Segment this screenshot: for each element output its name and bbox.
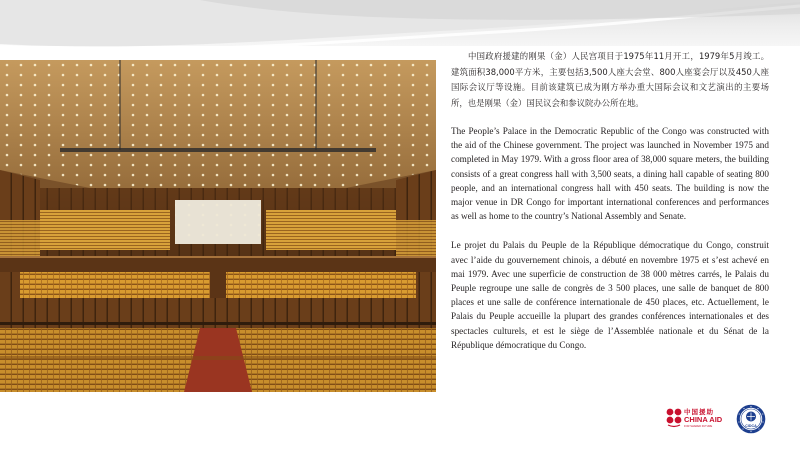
description-zh: 中国政府援建的刚果（金）人民宫项目于1975年11月开工，1979年5月竣工。建筑面积38,000平方米，主要包括3,500人座大会堂、800人座宴会厅以及450人座国际会议厅等设施。目前该建筑已成为刚方举办重大国际会议和文艺演出的主要场所，也是刚果（金）国民议会和参议院办公所在地。 [451,51,769,108]
auditorium-illustration [0,60,436,392]
china-aid-mark-icon [664,406,684,428]
auditorium-photo [0,60,436,392]
description-column [451,49,769,352]
cidca-seal [736,404,766,434]
description-fr: Le projet du Palais du Peuple de la République démocratique du Congo, construit avec l’aide du gouvernement chinois, a débuté en novembre 1975 et s’est achevé en mai 1979. Avec une superficie de construction de 38 000 mètres carrés, le Palais du Peuple regroupe une salle de congrès de 3 500 places, une salle de banquet de 800 places et une salle de conférence internationale de 450 places, etc. Actuellement, le Palais du Peuple accueille la plupart des grandes conférences internationales et des spectacles culturels, et est le siège de l’Assemblée nationale et du Sénat de la République démocratique du Congo. [451,240,769,350]
china-aid-tagline: FOR SHARED FUTURE [684,425,713,428]
china-aid-logo [664,404,724,434]
cidca-seal-icon [736,404,766,434]
logo-group [664,404,774,436]
china-aid-cn: 中国援助 [684,408,714,416]
china-aid-en: CHINA AID [684,415,723,424]
cidca-seal-text: CIDCA [745,424,757,428]
description-en: The People’s Palace in the Democratic Republic of the Congo was constructed with the aid of the Chinese government. The project was launched in November 1975 and completed in May 1979. With a gross floor area of 38,000 square meters, the building consists of a great congress hall with 3,500 seats, a dining hall capable of seating 800 people, and an international congress hall with 450 seats. The building is now the major venue in DR Congo for important international conferences and performances as well as home to the country’s National Assembly and Senate. [451,126,769,222]
